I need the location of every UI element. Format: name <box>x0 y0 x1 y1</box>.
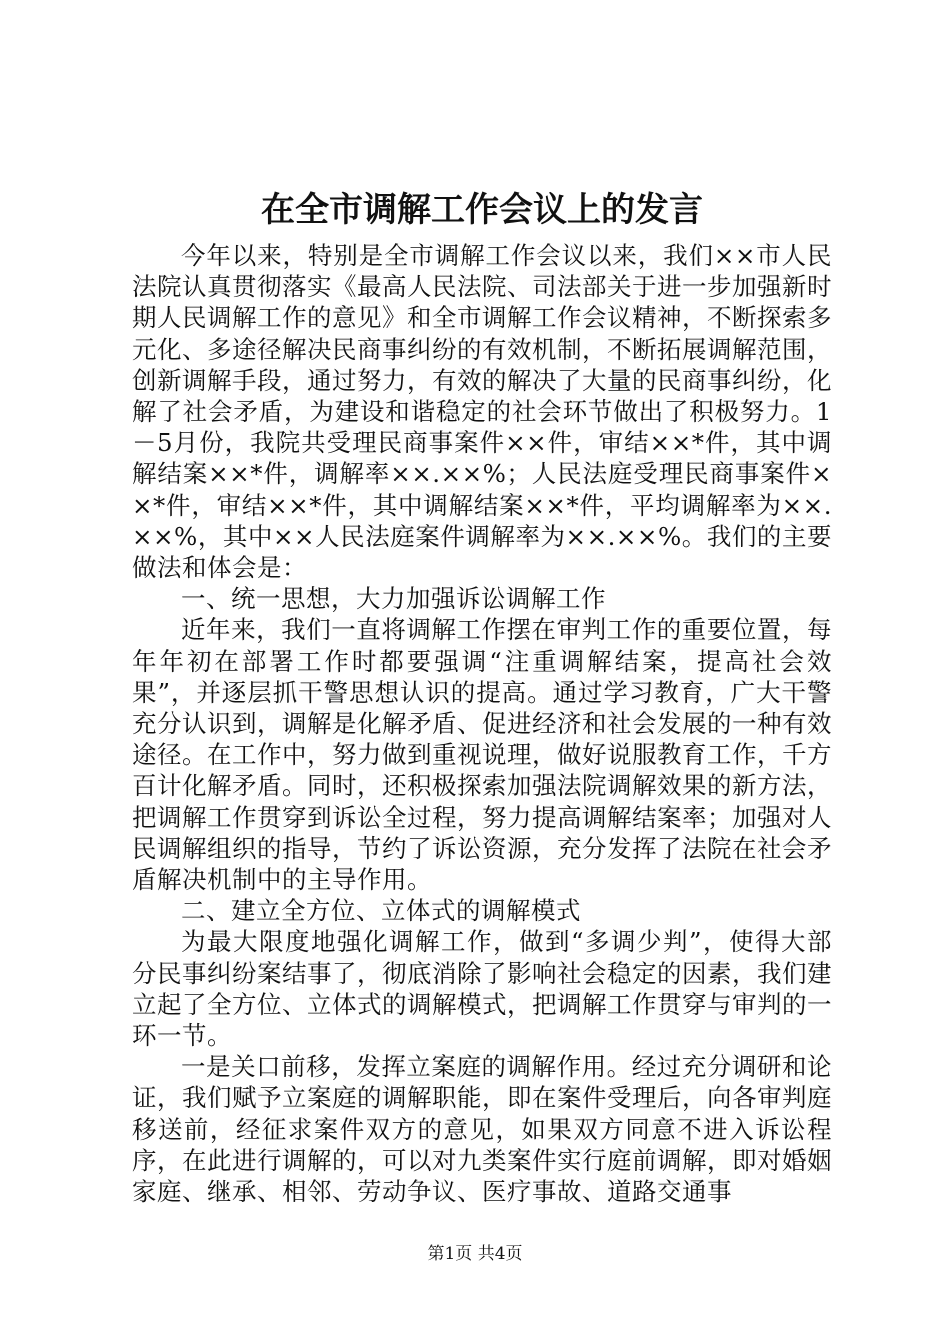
paragraph-point-1: 一是关口前移，发挥立案庭的调解作用。经过充分调研和论证，我们赋予立案庭的调解职能，即在案件受理后，向各审判庭移送前，经征求案件双方的意见，如果双方同意不进入诉讼程序，在此进行调解的，可以对九类案件实行庭前调解，即对婚姻家庭、继承、相邻、劳动争议、医疗事故、道路交通事 <box>132 1052 832 1207</box>
section-heading-1: 一、统一思想，大力加强诉讼调解工作 <box>181 584 606 614</box>
paragraph-intro: 今年以来，特别是全市调解工作会议以来，我们××市人民法院认真贯彻落实《最高人民法院、司法部关于进一步加强新时期人民调解工作的意见》和全市调解工作会议精神，不断探索多元化、多途径解决民商事纠纷的有效机制，不断拓展调解范围，创新调解手段，通过努力，有效的解决了大量的民商事纠纷，化解了社会矛盾，为建设和谐稳定的社会环节做出了积极努力。1－5月份，我院共受理民商事案件××件，审结××*件，其中调解结案××*件，调解率××.××%；人民法庭受理民商事案件××*件，审结××*件，其中调解结案××*件，平均调解率为××.××%，其中××人民法庭案件调解率为××.××%。我们的主要做法和体会是： <box>132 241 832 583</box>
paragraph-section-1: 近年来，我们一直将调解工作摆在审判工作的重要位置，每年年初在部署工作时都要强调“注重调解结案，提高社会效果”，并逐层抓干警思想认识的提高。通过学习教育，广大干警充分认识到，调解是化解矛盾、促进经济和社会发展的一种有效途径。在工作中，努力做到重视说理，做好说服教育工作，千方百计化解矛盾。同时，还积极探索加强法院调解效果的新方法，把调解工作贯穿到诉讼全过程，努力提高调解结案率；加强对人民调解组织的指导，节约了诉讼资源，充分发挥了法院在社会矛盾解决机制中的主导作用。 <box>132 615 832 895</box>
section-heading-2: 二、建立全方位、立体式的调解模式 <box>181 896 581 926</box>
paragraph-section-2: 为最大限度地强化调解工作，做到“多调少判”，使得大部分民事纠纷案结事了，彻底消除了影响社会稳定的因素，我们建立起了全方位、立体式的调解模式，把调解工作贯穿与审判的一环一节。 <box>132 927 832 1051</box>
document-page <box>132 180 832 1207</box>
document-title: 在全市调解工作会议上的发言 <box>261 190 703 230</box>
page-footer: 第1页 共4页 <box>427 1244 523 1264</box>
